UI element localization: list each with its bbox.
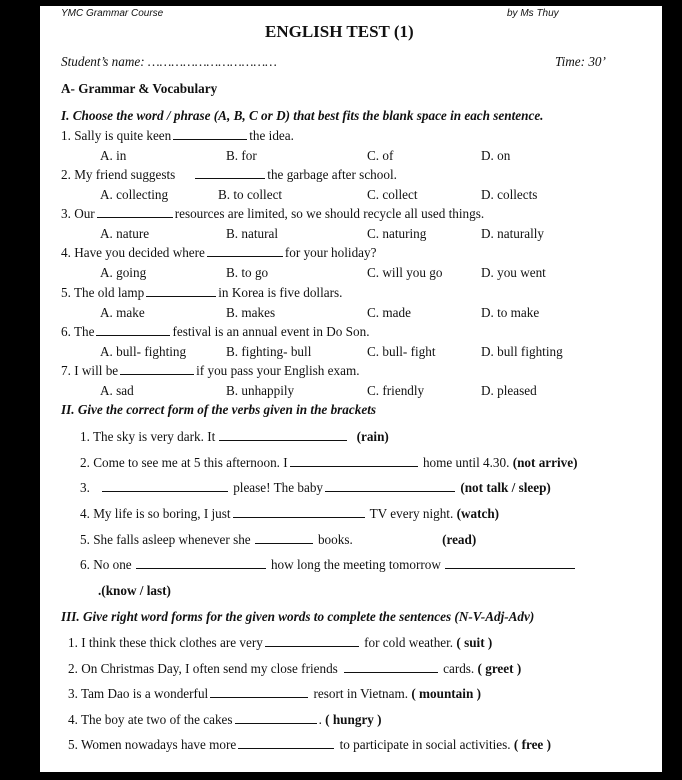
option-d: D. naturally <box>481 226 544 241</box>
part2-heading: II. Give the correct form of the verbs given in the brackets <box>61 402 376 417</box>
question-text: home until 4.30. <box>422 455 510 470</box>
verb-hint: (rain) <box>356 429 389 444</box>
answer-blank <box>146 285 216 297</box>
time-limit: Time: 30’ <box>555 54 606 69</box>
question-text: 3. Our <box>61 206 95 221</box>
answer-blank <box>255 532 313 544</box>
part3-question-3 <box>68 686 481 702</box>
word-hint: ( greet ) <box>477 661 522 676</box>
answer-blank <box>136 557 266 569</box>
answer-blank <box>195 167 265 179</box>
answer-blank <box>233 506 365 518</box>
word-hint: ( hungry ) <box>325 712 382 727</box>
answer-blank <box>445 557 575 569</box>
part3-question-5 <box>68 737 551 753</box>
part1-question-6 <box>61 324 370 340</box>
part1-question-3 <box>61 206 484 222</box>
answer-blank <box>219 429 347 441</box>
question-text: 6. The <box>61 324 95 339</box>
option-d: D. on <box>481 148 511 163</box>
part3-question-1 <box>68 635 492 651</box>
option-d: D. bull fighting <box>481 344 563 359</box>
question-text: 1. I think these thick clothes are very <box>68 635 263 650</box>
part3-question-2 <box>68 661 521 677</box>
option-a: A. bull- fighting <box>100 344 187 359</box>
option-d: D. to make <box>481 305 540 320</box>
option-b: B. to collect <box>218 187 283 202</box>
answer-blank <box>290 455 418 467</box>
option-c: C. of <box>367 148 394 163</box>
question-text: 4. Have you decided where <box>61 245 205 260</box>
question-text: the idea. <box>249 128 294 143</box>
part2-question-5 <box>80 532 476 548</box>
question-text: the garbage after school. <box>267 167 397 182</box>
option-a: A. sad <box>100 383 134 398</box>
part1-question-1 <box>61 128 294 144</box>
answer-blank <box>325 480 455 492</box>
option-a: A. in <box>100 148 127 163</box>
option-a: A. nature <box>100 226 150 241</box>
question-text: resources are limited, so we should recycle all used things. <box>174 206 485 221</box>
part1-question-5 <box>61 285 342 301</box>
part2-question-4 <box>80 506 499 522</box>
part2-question-2 <box>80 455 578 471</box>
answer-blank <box>265 635 359 647</box>
answer-blank <box>235 712 317 724</box>
section-a-heading: A- Grammar & Vocabulary <box>61 81 218 96</box>
option-a: A. collecting <box>100 187 169 202</box>
option-b: B. natural <box>226 226 279 241</box>
part1-heading: I. Choose the word / phrase (A, B, C or D) that best fits the blank space in each sentence. <box>61 108 544 123</box>
question-text: . <box>318 712 322 727</box>
answer-blank <box>344 661 438 673</box>
option-c: C. friendly <box>367 383 425 398</box>
question-text: 4. The boy ate two of the cakes <box>68 712 233 727</box>
option-a: A. going <box>100 265 147 280</box>
question-text: resort in Vietnam. <box>313 686 409 701</box>
answer-blank <box>210 686 308 698</box>
question-text: 1. The sky is very dark. It <box>80 429 216 444</box>
part2-question-3 <box>80 480 551 496</box>
question-text: 3. <box>80 480 90 495</box>
option-c: C. collect <box>367 187 418 202</box>
option-a: A. make <box>100 305 145 320</box>
answer-blank <box>96 324 170 336</box>
option-b: B. makes <box>226 305 276 320</box>
option-c: C. will you go <box>367 265 443 280</box>
word-hint: ( suit ) <box>456 635 493 650</box>
option-d: D. pleased <box>481 383 537 398</box>
part3-heading: III. Give right word forms for the given words to complete the sentences (N-V-Adj-Adv) <box>61 609 535 624</box>
worksheet-page <box>40 6 662 772</box>
question-text: for your holiday? <box>284 245 377 260</box>
question-text: 2. My friend suggests <box>61 167 176 182</box>
question-text: 6. No one <box>80 557 132 572</box>
question-text: 2. On Christmas Day, I often send my close friends <box>68 661 338 676</box>
part2-question-1 <box>80 429 389 445</box>
answer-blank <box>238 737 334 749</box>
question-text: 1. Sally is quite keen <box>61 128 172 143</box>
question-text: 2. Come to see me at 5 this afternoon. I <box>80 455 288 470</box>
word-hint: ( mountain ) <box>411 686 481 701</box>
question-text: how long the meeting tomorrow <box>270 557 441 572</box>
option-b: B. to go <box>226 265 269 280</box>
question-text: if you pass your English exam. <box>196 363 360 378</box>
question-text: festival is an annual event in Do Son. <box>172 324 370 339</box>
question-text: please! The baby <box>233 480 324 495</box>
answer-blank <box>102 480 228 492</box>
question-text: 4. My life is so boring, I just <box>80 506 231 521</box>
verb-hint: (not arrive) <box>512 455 578 470</box>
word-hint: ( free ) <box>513 737 551 752</box>
part1-question-4 <box>61 245 376 261</box>
question-text: to participate in social activities. <box>339 737 511 752</box>
part1-question-2 <box>61 167 397 183</box>
author: by Ms Thuy <box>507 8 559 19</box>
question-text: in Korea is five dollars. <box>218 285 343 300</box>
option-b: B. unhappily <box>226 383 295 398</box>
option-c: C. bull- fight <box>367 344 436 359</box>
verb-hint: (not talk / sleep) <box>460 480 551 495</box>
verb-hint: (watch) <box>456 506 500 521</box>
option-c: C. naturing <box>367 226 427 241</box>
question-text: for cold weather. <box>364 635 454 650</box>
verb-hint: .(know / last) <box>98 583 171 598</box>
question-text: 7. I will be <box>61 363 119 378</box>
student-name-field: Student’s name: …………………………… <box>61 54 277 69</box>
answer-blank <box>97 206 173 218</box>
answer-blank <box>120 363 194 375</box>
part2-question-6 <box>80 557 577 573</box>
option-b: B. fighting- bull <box>226 344 312 359</box>
question-text: 3. Tam Dao is a wonderful <box>68 686 209 701</box>
question-text: 5. She falls asleep whenever she <box>80 532 251 547</box>
question-text: books. <box>317 532 353 547</box>
question-text: cards. <box>443 661 475 676</box>
page-title: ENGLISH TEST (1) <box>265 22 414 41</box>
answer-blank <box>173 128 247 140</box>
question-text: 5. The old lamp <box>61 285 145 300</box>
part1-question-7 <box>61 363 360 379</box>
option-c: C. made <box>367 305 411 320</box>
option-d: D. collects <box>481 187 538 202</box>
question-text: 5. Women nowadays have more <box>68 737 237 752</box>
answer-blank <box>207 245 283 257</box>
option-b: B. for <box>226 148 257 163</box>
option-d: D. you went <box>481 265 546 280</box>
part3-question-4 <box>68 712 382 728</box>
course-name: YMC Grammar Course <box>61 8 164 19</box>
verb-hint: (read) <box>442 532 477 547</box>
question-text: TV every night. <box>369 506 454 521</box>
